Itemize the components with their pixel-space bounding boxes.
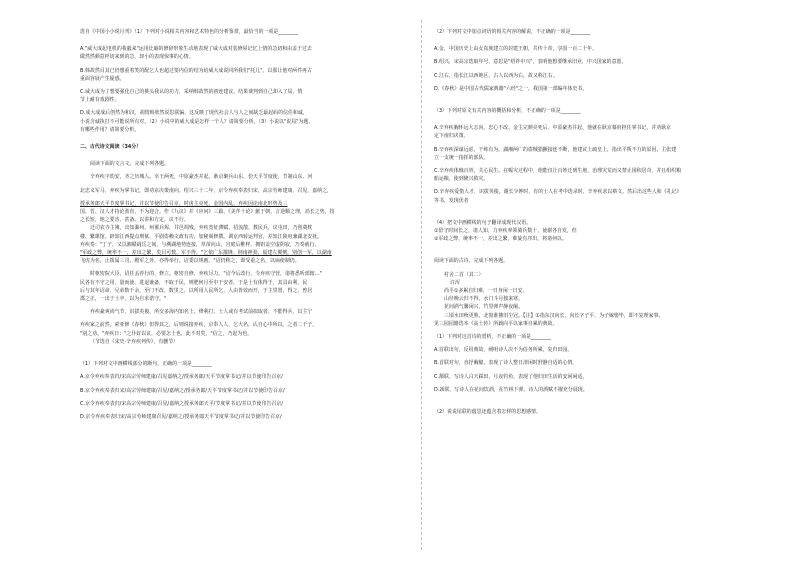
- question-6: （2）说说尾联的蕴思还蕴含着怎样的思想感情。: [434, 409, 541, 416]
- poem-note: 见三园园籍选本《高士传》所载向平以家事自累的典故。: [434, 320, 558, 327]
- question-3-option-c-line-1: C.辛弃疾体恤百姓，关心民生。在赈灾过程中，他能仅让百姓迁到生地，治理灾荒而又禁止囤积居奇，并且组织粮: [434, 168, 682, 175]
- question-3-option-b-line-2: 立一支统一指挥的部队。: [434, 154, 489, 161]
- question-1-option-c: C.京令弃疾奉表归/宋高宗劳师建康/召见/嘉纳之授承务郎天平/节度掌书记/并以节使印告召京/: [80, 400, 284, 407]
- option-c-line-1: C.威大成为了想要强化自己的挑头我认的功力，采纳韩故然的初连建议，结果谈判到自己却入了局，情: [80, 89, 303, 96]
- question-2-option-d: D.《春秋》是中国古代儒家典籍"六经"之一，我国第一部编年体史书。: [434, 85, 588, 92]
- left-column: [80, 28, 410, 421]
- section-heading: 二、古代诗文阅读（34分）: [80, 144, 142, 151]
- option-c-line-2: 节上耐有戏剧性。: [80, 97, 120, 104]
- passage-line-6: 迁司农寺主簿，出知滁州。州罹兵烬，井邑凋残，弃疾宽征薄赋，招流散，教民兵，议屯田，乃创奠枕: [90, 225, 313, 232]
- question-4-item-2: ②军政之弊，统率不一，差出之繁，难旋有序出，将诸何以。: [434, 236, 567, 243]
- option-d-line-1: D.成大成成后创然为和汉，胡情韩欣然说思联骗，这反映了现代社会人与人之间缺乏最起码的信任和诚，: [80, 110, 308, 117]
- passage-line-16: 弃疾家之前然，索亚修《春秋》但得其之，后则说接弃疾，京奉人人，乞大名，认自心中所以，之者二千子，: [80, 322, 318, 329]
- option-d-line-2: 小说含诚执打不可能说所有对。（2）小说中的威大成是怎样一个人？请简要分析。（3）小说以"说局"为题，: [80, 118, 314, 125]
- question-5-option-c: C.颔联，写诗人白天踩田，月夜钓鱼，表现了他归田生活的安闲闲适。: [434, 373, 588, 380]
- question-5-option-b: B.首联对句，直抒胸臆，表现了诗人整日清闲时舒静自适的心情。: [434, 360, 578, 367]
- passage-line-14: 郡之正，一出于土卒，以为自求诺守。": [80, 296, 167, 303]
- column-divider: [421, 20, 422, 550]
- question-2: （2）下列对文中加点词语的相关内容的解说，不正确的一项是________: [434, 29, 591, 35]
- question-3-option-a-line-1: A.辛弃疾胸怀远大志向，忠心不改。金主完颜亮死后，中原豪杰并起，他就在耿京幕府担任掌书记，并劝耿京: [434, 125, 672, 132]
- passage-line-12: 民各有不守之用，量而使，进退兼备，不取于民，则肥何月至中于安者，于是士有体得于，其具由利，民: [80, 279, 308, 286]
- poem-instruction: 阅读下面的古诗，完成下列各题。: [434, 258, 509, 265]
- poem-line-3: 花间酒气馨闲兴，竹里弹声静夜阑。: [444, 304, 524, 311]
- passage-line-17: "别之劝。"弃疾日："之仆好以议，必要怎士也，此不对矣。"信之，乃起为也。: [80, 330, 253, 337]
- question-3-option-d-line-2: 等书，发现优者: [434, 197, 469, 204]
- passage-line-5: 之长短，地之要害，甚备。以讲和方定，议不行。: [80, 217, 189, 224]
- option-a-line-1: A."威大成起电机的我毅来"运用比喻的修辞形象生动地表现了威大成对装修屋记忆上情的急切和由盖于过去: [80, 46, 312, 53]
- question-2-option-a: A.金，中国历史上由女真族建立的封建王朝，共传十帝，享国一百二十年。: [434, 46, 598, 53]
- question-3: （3）下列对原文有关内容的概括和分析，不正确的一项是________: [434, 108, 581, 115]
- question-3-option-c-line-2: 船运粮，使到隆兴救灾。: [434, 176, 489, 183]
- passage-line-4: 国、晋、汉人才持论劲直，不为迎合。作《九议》并《应问》三篇、《美芹十论》献于朝，言逆顺之理，消长之势，技: [80, 209, 335, 216]
- right-column: [434, 28, 734, 416]
- passage-source: （节选自《宋史·辛弃疾列传》，有删节）: [90, 338, 179, 345]
- question-1-option-b: B.京令弃疾奉表归宋/高宗劳师建康/召见/嘉纳之/授承务郎/天平节度掌书记/并以节使印告召京/: [80, 387, 285, 394]
- question-intro: 选自《中国小小说月刊》（1）下列对小说相关内容和艺术特色的分析鉴赏，最恰当的一项是________: [80, 29, 299, 35]
- poem-line-2: 山径晚云归不得，水门斗月独来寒。: [444, 296, 524, 303]
- question-4-item-1: ①留守时间长之，诸人知，力弃疾率领骑兵数十，使谢各自发，但: [434, 228, 577, 235]
- passage-line-7: 楼、繁雄馆。辟知江西提点刑狱，平剧盗赖文政有功，加秘阁修撰。调京西转运判官，差知江陵府兼湖北安抚。: [80, 233, 323, 240]
- question-1: （1）下列对文中画横线部分的断句，正确的一项是________: [80, 361, 212, 368]
- question-3-option-d-line-1: D.辛弃疾爱惜人才，识拔英俊。谢长少钟时，有的士人在考中选录时，辛弃疾求以蔡文。然后出这些人和《礼记》: [434, 189, 682, 196]
- poem-author: 许浑: [450, 279, 460, 286]
- question-1-option-d: D.京令弃疾奉表归宋/高宗劳师建康召见/嘉纳之/授承务郎天平节度掌书记/并以节使印告召京/: [80, 413, 282, 420]
- passage-line-10: 飞虎为名，止拨属三司，殿军之外，亦得举行。诏委以规画。"诏仍称之，即受重之名，以扁使制仍。: [80, 258, 300, 265]
- question-1-option-a: A.京令弃疾奉表归/宋高宗劳师建康/召见嘉纳之/授承务郎/天平节度掌书记/并以节使印告召京/: [80, 374, 283, 381]
- question-4: （4）把文中画横线的句子翻译成现代汉语。: [434, 219, 532, 226]
- question-3-option-b-line-1: B.辛弃疾深谋远虑，干练有为。湖湘两广的盗贼猖獗接连不断，他建议上疏皇上，指出平叛不力的原因，主张建: [434, 146, 677, 153]
- reading-instruction: 阅读下面的文言文，完成下列各题。: [90, 161, 170, 168]
- passage-line-8: 弃疾奏："丁子，又以湘赣阔岳之间，与溯湖地势连接，草苗向山，宫庭后稚样，拥钥盖空虚阴寂，乃奏就行，: [80, 241, 320, 248]
- question-2-option-b: B.绍兴，宋高宗选取年号，意思是"绍祚中兴"，表明他想要继承旧业，中兴国家的意愿。: [434, 59, 627, 66]
- passage-line-11: 时枢密院大臣，诏任丢荐行的，修立。枢密自修，弃疾尽力。"诏今后改行，令弃疾守营，诸将悉听部辖...": [90, 271, 322, 278]
- passage-line-3: 授承务郎天平节度掌书记，并以节使印告召京。时虏主亮死，金国内乱。弃疾因论南北形势及三: [80, 200, 288, 207]
- passage-line-9: "军政之弊，统率不一，差出之繁，矣目可数，军不得。"乞依广东摧锋、荆南神劲、福建左翼例，别创一军，以湖南: [80, 250, 332, 257]
- passage-line-1: 辛弃疾字幼安，齐之历城人。幸王两死，中原豪杰并起。耿京聚兵山东，份天平节度使，节制山东、河: [90, 174, 313, 181]
- poem-line-4: 三顷水田秋更熟，北窗谁拂旧尘冠。【注】①指东汉向长，向长字子平，为子嫁娶毕，即不复理家事。: [444, 312, 664, 319]
- question-5-option-a: A.首联出句，反用典故，阐明诗人决不为俗务所累，复归田园。: [434, 347, 573, 354]
- passage-line-2: 北忠义军马，弃疾为掌书记，即劝京决策南向。绍兴三十二年，京令弃疾奉表归宋，高宗劳师建康，召见，嘉纳之，: [80, 187, 332, 194]
- option-b-line-1: B.韩故然目其已仍想重着笑的配乞人也超过要内信的结为给威大成说同所我们"托儿"，以那让他对两件再古: [80, 67, 312, 74]
- passage-line-13: 后与其年诏命，兄弟数千余，至门不改，数里之，以所用人民所乞，人由皆效而开，于主里置，得之，曾居: [80, 287, 313, 294]
- option-d-line-3: 有哪些作用？请简要分析。: [80, 126, 140, 133]
- poem-title: 村舍二首（其二）: [444, 271, 484, 278]
- question-5: （1）下列对这首诗的赏析，不正确的一项是________: [434, 334, 551, 341]
- option-b-line-2: 重面容展产生疑惑。: [80, 75, 125, 82]
- question-3-option-a-line-2: 定下南归决策。: [434, 133, 469, 140]
- poem-line-1: 尚平①多累自归难，一日身闲一日安。: [444, 288, 528, 295]
- option-a-line-2: 做然然颇意样切来到的急，却小的表现惊事的心情。: [80, 54, 194, 61]
- question-5-option-d: D.颈联，写诗人在花间饮酒，在竹林下弹，诗人的酒赋不擢充分展现。: [434, 386, 588, 393]
- question-2-option-c: C.江右，指长江以西地区，古人以西为右，故又称江右。: [434, 72, 558, 79]
- passage-line-15: 弃疾豪爽尚气节，识拔英俊，所交多海内知名士。绛利打，士人或有考试前拟取者，不能得兵，以主宁: [90, 309, 313, 316]
